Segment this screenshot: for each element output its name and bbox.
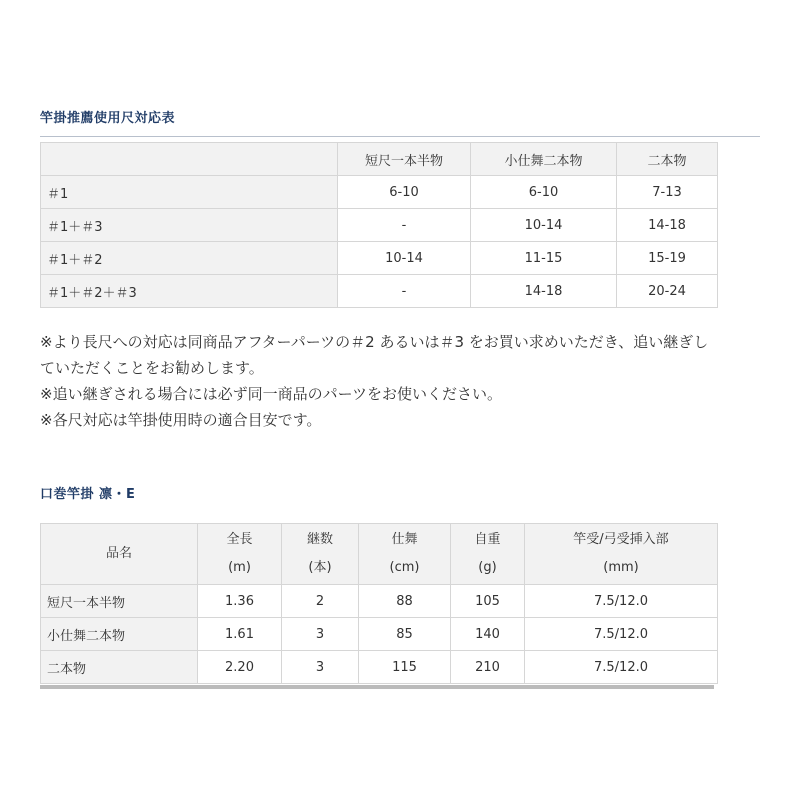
table-header-row: [41, 524, 718, 585]
table-cell: 7.5/12.0: [525, 585, 718, 618]
table-cell: 7-13: [617, 176, 718, 209]
table-row: [41, 209, 718, 242]
row-label: 短尺一本半物: [41, 585, 198, 618]
table-cell: 6-10: [338, 176, 471, 209]
table-header-cell: [525, 524, 718, 585]
table-cell: 15-19: [617, 242, 718, 275]
row-label: ＃1＋＃2: [41, 242, 338, 275]
table-row: [41, 242, 718, 275]
row-label: 二本物: [41, 651, 198, 684]
table-cell: 115: [359, 651, 451, 684]
row-label: ＃1＋＃3: [41, 209, 338, 242]
table-cell: 105: [451, 585, 525, 618]
table-cell: 20-24: [617, 275, 718, 308]
table-row: [41, 651, 718, 684]
table-cell: 14-18: [471, 275, 617, 308]
table-cell: 85: [359, 618, 451, 651]
table-header-cell: [282, 524, 359, 585]
header-unit: (m): [228, 560, 251, 575]
header-label: 全長: [226, 532, 253, 547]
table-cell: 10-14: [471, 209, 617, 242]
table-cell: 3: [282, 618, 359, 651]
header-label: 継数: [306, 532, 333, 547]
note-line: ※追い継ぎされる場合には必ず同一商品のパーツをお使いください。: [40, 385, 502, 403]
table-row: [41, 618, 718, 651]
header-label: 仕舞: [391, 532, 418, 547]
table-cell: 2.20: [198, 651, 282, 684]
note-line: ていただくことをお勧めします。: [40, 359, 264, 377]
table-cell: 10-14: [338, 242, 471, 275]
table-header-cell: 小仕舞二本物: [471, 143, 617, 176]
header-unit: (g): [478, 560, 497, 575]
table-cell: 1.61: [198, 618, 282, 651]
table-cell: 14-18: [617, 209, 718, 242]
table-bottom-border: [40, 685, 714, 689]
header-label: 品名: [105, 546, 132, 561]
header-label: 自重: [474, 532, 501, 547]
table-header-cell: [41, 143, 338, 176]
notes-block: [40, 329, 770, 433]
table-cell: 88: [359, 585, 451, 618]
table-cell: 210: [451, 651, 525, 684]
table-header-row: [41, 143, 718, 176]
table-row: [41, 585, 718, 618]
note-line: ※各尺対応は竿掛使用時の適合目安です。: [40, 411, 322, 429]
header-unit: (本): [308, 560, 332, 575]
table-cell: 140: [451, 618, 525, 651]
table-cell: 1.36: [198, 585, 282, 618]
header-unit: (mm): [603, 560, 639, 575]
table-cell: -: [338, 209, 471, 242]
table-header-cell: 二本物: [617, 143, 718, 176]
table-header-cell: [198, 524, 282, 585]
table-header-cell: [451, 524, 525, 585]
section-title-rod-size-table: 竿掛推薦使用尺対応表: [40, 111, 176, 126]
row-label: 小仕舞二本物: [41, 618, 198, 651]
table-cell: 11-15: [471, 242, 617, 275]
table-cell: 3: [282, 651, 359, 684]
table-header-cell: 短尺一本半物: [338, 143, 471, 176]
table-header-cell: [359, 524, 451, 585]
header-label: 竿受/弓受挿入部: [573, 532, 669, 547]
section-divider: [40, 136, 760, 137]
table-cell: 7.5/12.0: [525, 618, 718, 651]
table-row: [41, 275, 718, 308]
table-header-cell: [41, 524, 198, 585]
table-cell: 7.5/12.0: [525, 651, 718, 684]
row-label: ＃1: [41, 176, 338, 209]
table-cell: -: [338, 275, 471, 308]
note-line: ※より長尺への対応は同商品アフターパーツの＃2 あるいは＃3 をお買い求めいただき、追い継ぎし: [40, 333, 709, 351]
table-cell: 6-10: [471, 176, 617, 209]
section-title-product-specs: 口巻竿掛 凛・E: [40, 487, 136, 502]
table-cell: 2: [282, 585, 359, 618]
row-label: ＃1＋＃2＋＃3: [41, 275, 338, 308]
header-unit: (cm): [389, 560, 420, 575]
rod-size-compatibility-table: [40, 142, 718, 308]
table-row: [41, 176, 718, 209]
product-spec-table: [40, 523, 718, 684]
